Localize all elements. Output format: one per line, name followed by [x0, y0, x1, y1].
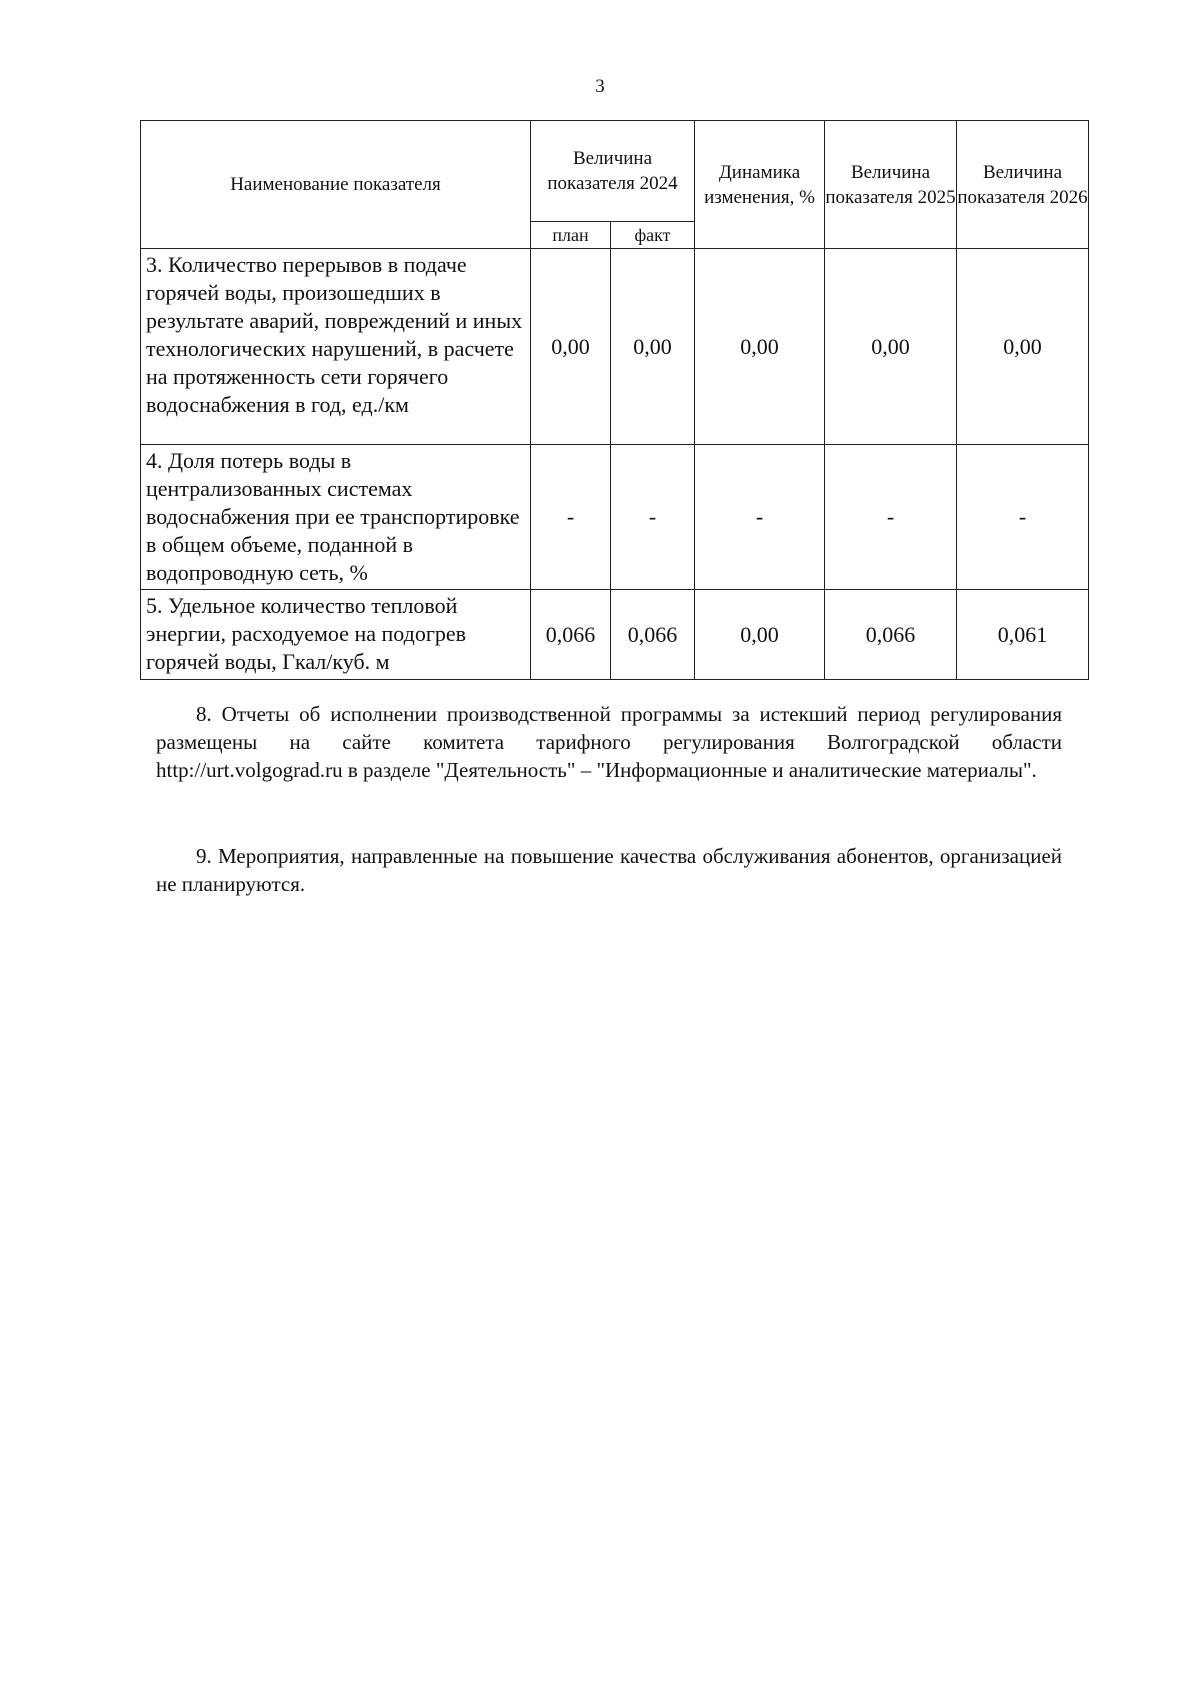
- row-fact-value: 0,066: [611, 590, 695, 680]
- row-fact-value: 0,00: [611, 249, 695, 445]
- table-row: [141, 445, 1089, 590]
- table-row: [141, 590, 1089, 680]
- row-2026-value: 0,00: [957, 249, 1089, 445]
- row-2026-value: -: [957, 445, 1089, 590]
- row-plan-value: 0,00: [531, 249, 611, 445]
- row-2025-value: 0,066: [825, 590, 957, 680]
- row-dynamics-value: -: [695, 445, 825, 590]
- header-fact: факт: [611, 222, 695, 249]
- page-number: 3: [595, 76, 605, 97]
- row-name: 3. Количество перерывов в подаче горячей воды, произошедших в результате аварий, повреждений и иных технологических нарушений, в расчете на протяженность сети горячего водоснабжения в год, ед./км: [141, 249, 531, 445]
- paragraph-8-reports: 8. Отчеты об исполнении производственной программы за истекший период регулирования размещены на сайте комитета тарифного регулирования Волгоградской области http://urt.volgograd.ru в разделе "Деятельность" – "Информационные и аналитические материалы".: [156, 702, 1062, 782]
- header-plan: план: [531, 222, 611, 249]
- row-dynamics-value: 0,00: [695, 249, 825, 445]
- row-dynamics-value: 0,00: [695, 590, 825, 680]
- indicators-table: [140, 120, 1089, 680]
- row-name: 4. Доля потерь воды в централизованных системах водоснабжения при ее транспортировке в общем объеме, поданной в водопроводную сеть, %: [141, 445, 531, 590]
- row-fact-value: -: [611, 445, 695, 590]
- row-plan-value: -: [531, 445, 611, 590]
- row-plan-value: 0,066: [531, 590, 611, 680]
- table-header-row: [141, 121, 1089, 222]
- header-value-2026: Величина показателя 2026: [957, 121, 1089, 249]
- row-2026-value: 0,061: [957, 590, 1089, 680]
- table-row: [141, 249, 1089, 445]
- paragraph-9-measures: 9. Мероприятия, направленные на повышение качества обслуживания абонентов, организацией не планируются.: [156, 844, 1062, 896]
- header-value-2025: Величина показателя 2025: [825, 121, 957, 249]
- row-name: 5. Удельное количество тепловой энергии, расходуемое на подогрев горячей воды, Гкал/куб. м: [141, 590, 531, 680]
- row-2025-value: 0,00: [825, 249, 957, 445]
- header-name: Наименование показателя: [141, 121, 531, 249]
- header-dynamics: Динамика изменения, %: [695, 121, 825, 249]
- row-2025-value: -: [825, 445, 957, 590]
- header-value-2024: Величина показателя 2024: [531, 121, 695, 222]
